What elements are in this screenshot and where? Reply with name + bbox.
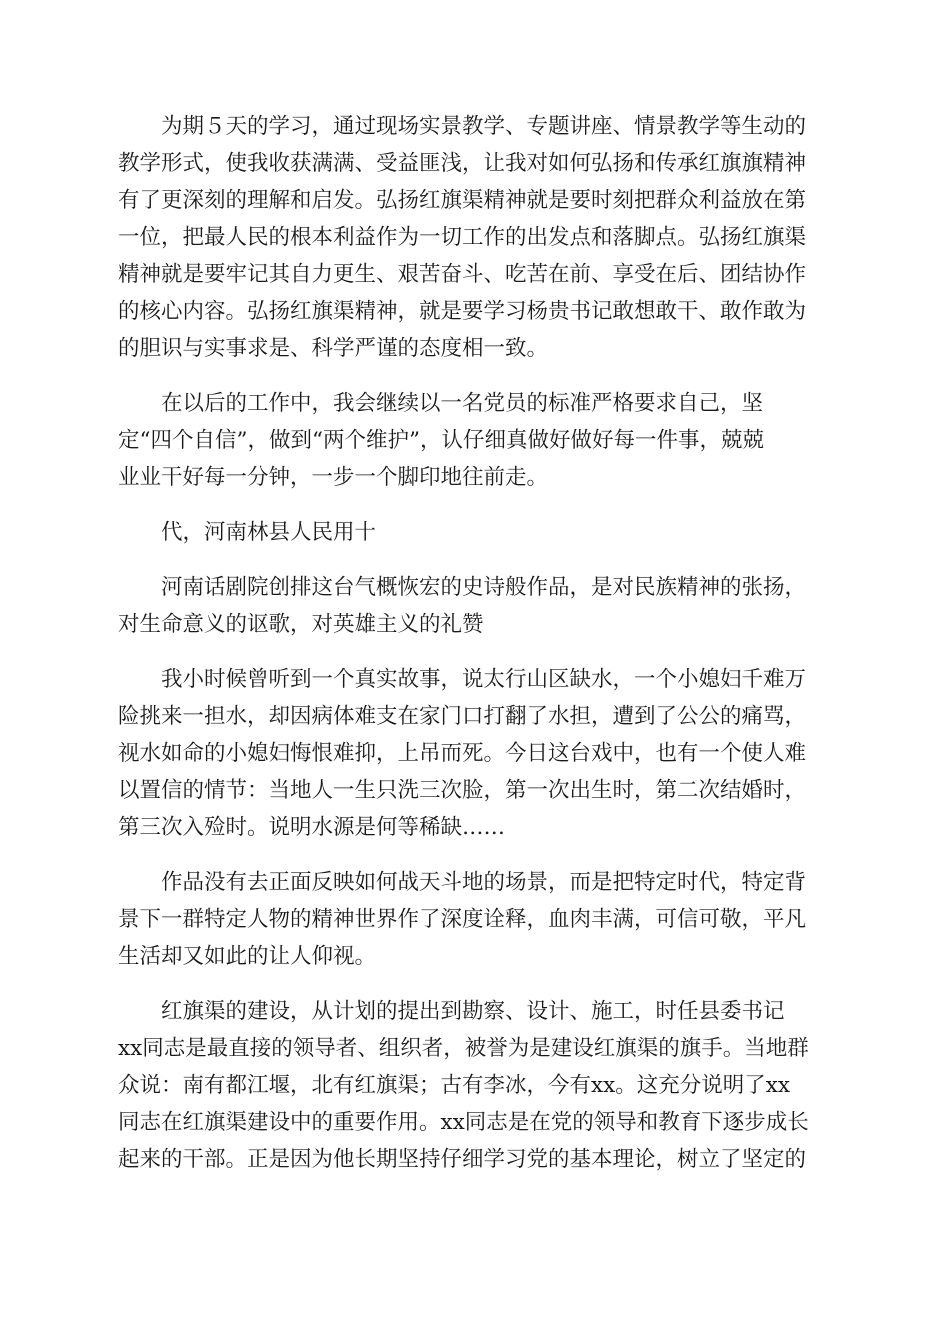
paragraph-canal-construction	[118, 993, 834, 1178]
text-line: xx同志是最直接的领导者、组织者，被誉为是建设红旗渠的旗手。当地群	[118, 1036, 809, 1061]
document-body	[118, 108, 834, 1196]
text-line: 起来的干部。正是因为他长期坚持仔细学习党的基本理论，树立了坚定的	[118, 1147, 807, 1172]
paragraph-future-work	[118, 385, 834, 496]
text-line: 对生命意义的讴歌，对英雄主义的礼赞	[118, 612, 484, 637]
paragraph-work-analysis	[118, 864, 834, 975]
text-line: 一位，把最人民的根本利益作为一切工作的出发点和落脚点。弘扬红旗渠	[118, 225, 807, 250]
text-line: 教学形式，使我收获满满、受益匪浅，让我对如何弘扬和传承红旗旗精神	[118, 151, 807, 176]
text-line: 视水如命的小媳妇悔恨难抑，上吊而死。今日这台戏中，也有一个使人难	[118, 741, 807, 766]
text-line: 的核心内容。弘扬红旗渠精神，就是要学习杨贵书记敢想敢干、敢作敢为	[118, 299, 807, 324]
text-line: 同志在红旗渠建设中的重要作用。xx同志是在党的领导和教育下逐步成长	[118, 1110, 809, 1135]
text-line: 红旗渠的建设，从计划的提出到勘察、设计、施工，时任县委书记	[118, 999, 785, 1024]
text-line: 定“四个自信”，做到“两个维护”，认仔细真做好做好每一件事，兢兢	[118, 428, 764, 453]
text-line: 为期５天的学习，通过现场实景教学、专题讲座、情景教学等生动的	[118, 114, 807, 139]
text-line: 生活却又如此的让人仰视。	[118, 944, 377, 969]
text-line: 代，河南林县人民用十	[118, 520, 377, 545]
text-line: 的胆识与实事求是、科学严谨的态度相一致。	[118, 336, 549, 361]
paragraph-water-story	[118, 661, 834, 846]
text-line: 有了更深刻的理解和启发。弘扬红旗渠精神就是要时刻把群众利益放在第	[118, 188, 807, 213]
text-line: 精神就是要牢记其自力更生、艰苦奋斗、吃苦在前、享受在后、团结协作	[118, 262, 807, 287]
text-line: 河南话剧院创排这台气概恢宏的史诗般作品，是对民族精神的张扬，	[118, 575, 807, 600]
text-line: 险挑来一担水，却因病体难支在家门口打翻了水担，遭到了公公的痛骂，	[118, 704, 807, 729]
text-line: 作品没有去正面反映如何战天斗地的场景，而是把特定时代，特定背	[118, 870, 807, 895]
text-line: 第三次入殓时。说明水源是何等稀缺……	[118, 815, 506, 840]
text-line: 我小时候曾听到一个真实故事，说太行山区缺水，一个小媳妇千难万	[118, 667, 807, 692]
text-line: 在以后的工作中，我会继续以一名党员的标准严格要求自己，坚	[118, 391, 764, 416]
text-line: 业业干好每一分钟，一步一个脚印地往前走。	[118, 465, 549, 490]
text-line: 景下一群特定人物的精神世界作了深度诠释，血肉丰满，可信可敬，平凡	[118, 907, 807, 932]
paragraph-drama-intro	[118, 569, 834, 643]
text-line: 以置信的情节：当地人一生只洗三次脸，第一次出生时，第二次结婚时，	[118, 778, 807, 803]
paragraph-study-summary	[118, 108, 834, 367]
paragraph-fragment	[118, 514, 834, 551]
text-line: 众说：南有都江堰，北有红旗渠；古有李冰，今有xx。这充分说明了xx	[118, 1073, 791, 1098]
